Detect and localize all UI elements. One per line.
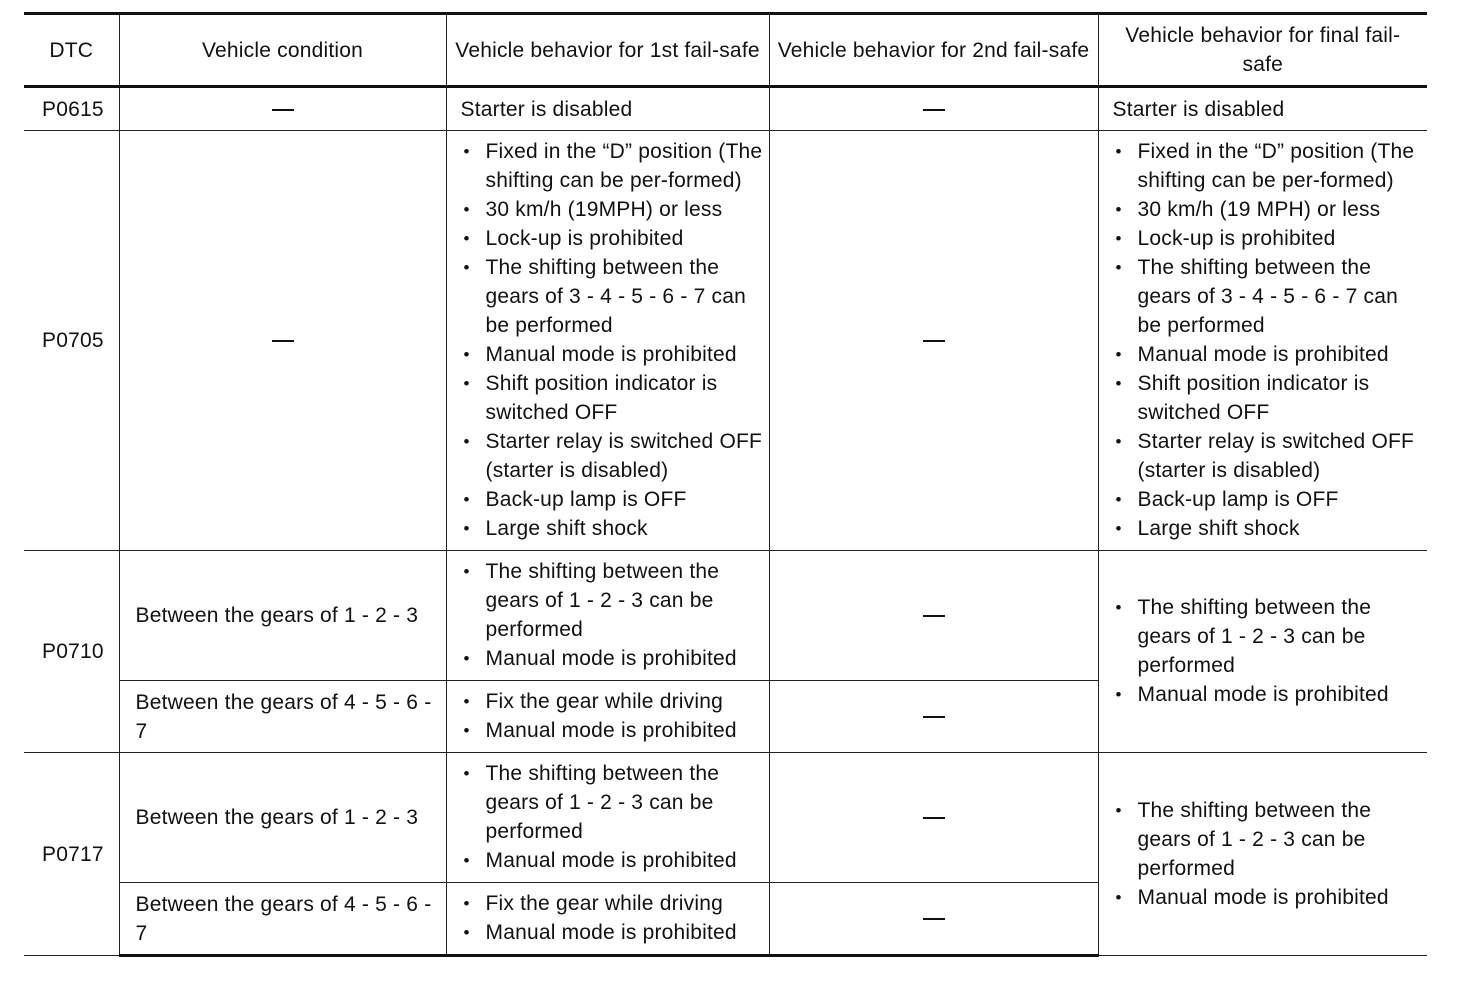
first-behavior-cell <box>446 753 769 883</box>
list-item: • Starter relay is switched OFF (starter is disabled) <box>461 427 763 485</box>
condition-cell: Between the gears of 4 - 5 - 6 - 7 <box>119 681 446 753</box>
list-item: • Back-up lamp is OFF <box>461 485 763 514</box>
behavior-list <box>461 557 763 673</box>
list-item: • Manual mode is prohibited <box>1113 680 1422 709</box>
list-item: • 30 km/h (19 MPH) or less <box>1113 195 1422 224</box>
behavior-list <box>461 889 763 947</box>
header-final-fail-safe: Vehicle behavior for final fail-safe <box>1098 14 1427 87</box>
second-behavior-cell <box>769 131 1098 551</box>
header-row <box>24 14 1427 87</box>
first-behavior-cell <box>446 131 769 551</box>
second-behavior-cell <box>769 753 1098 883</box>
final-behavior-cell <box>1098 551 1427 753</box>
list-item: • The shifting between the gears of 1 - 2 - 3 can be performed <box>1113 593 1422 680</box>
first-behavior-cell <box>446 883 769 956</box>
condition-cell <box>119 131 446 551</box>
second-behavior-cell <box>769 883 1098 956</box>
dash <box>923 340 945 342</box>
list-item: • The shifting between the gears of 1 - 2 - 3 can be performed <box>461 759 763 846</box>
fail-safe-table-container <box>24 12 1427 957</box>
header-1st-fail-safe: Vehicle behavior for 1st fail-safe <box>446 14 769 87</box>
list-item: • Fix the gear while driving <box>461 889 763 918</box>
behavior-list <box>461 687 763 745</box>
dtc-code: P0705 <box>24 131 119 551</box>
table-row-p0717-a <box>24 753 1427 883</box>
list-item: • Fixed in the “D” position (The shifting can be per-formed) <box>1113 137 1422 195</box>
dash <box>923 615 945 617</box>
table-row-p0705 <box>24 131 1427 551</box>
dash <box>923 109 945 111</box>
list-item: • Lock-up is prohibited <box>461 224 763 253</box>
condition-cell: Between the gears of 1 - 2 - 3 <box>119 753 446 883</box>
final-behavior-cell <box>1098 131 1427 551</box>
list-item: • Lock-up is prohibited <box>1113 224 1422 253</box>
second-behavior-cell <box>769 87 1098 131</box>
list-item: • Large shift shock <box>461 514 763 543</box>
final-behavior-cell <box>1098 753 1427 956</box>
final-behavior-cell: Starter is disabled <box>1098 87 1427 131</box>
list-item: • Fix the gear while driving <box>461 687 763 716</box>
first-behavior-cell: Starter is disabled <box>446 87 769 131</box>
dtc-code: P0717 <box>24 753 119 956</box>
list-item: • Manual mode is prohibited <box>461 846 763 875</box>
behavior-list <box>461 137 763 543</box>
list-item: • Back-up lamp is OFF <box>1113 485 1422 514</box>
dash <box>923 716 945 718</box>
first-behavior-cell <box>446 551 769 681</box>
list-item: • Manual mode is prohibited <box>1113 340 1422 369</box>
behavior-list <box>1113 137 1422 543</box>
list-item: • The shifting between the gears of 3 - 4 - 5 - 6 - 7 can be performed <box>1113 253 1422 340</box>
list-item: • The shifting between the gears of 3 - 4 - 5 - 6 - 7 can be performed <box>461 253 763 340</box>
second-behavior-cell <box>769 551 1098 681</box>
header-vehicle-condition: Vehicle condition <box>119 14 446 87</box>
list-item: • Manual mode is prohibited <box>461 644 763 673</box>
header-dtc: DTC <box>24 14 119 87</box>
header-2nd-fail-safe: Vehicle behavior for 2nd fail-safe <box>769 14 1098 87</box>
list-item: • Shift position indicator is switched OFF <box>461 369 763 427</box>
list-item: • Manual mode is prohibited <box>1113 883 1422 912</box>
condition-cell: Between the gears of 1 - 2 - 3 <box>119 551 446 681</box>
behavior-list <box>1113 593 1422 709</box>
condition-cell: Between the gears of 4 - 5 - 6 - 7 <box>119 883 446 956</box>
list-item: • Fixed in the “D” position (The shifting can be per-formed) <box>461 137 763 195</box>
list-item: • The shifting between the gears of 1 - 2 - 3 can be performed <box>461 557 763 644</box>
list-item: • The shifting between the gears of 1 - 2 - 3 can be performed <box>1113 796 1422 883</box>
fail-safe-table <box>24 12 1427 957</box>
list-item: • Large shift shock <box>1113 514 1422 543</box>
first-behavior-cell <box>446 681 769 753</box>
dtc-code: P0710 <box>24 551 119 753</box>
list-item: • Shift position indicator is switched OFF <box>1113 369 1422 427</box>
dash <box>923 918 945 920</box>
table-row-p0615 <box>24 87 1427 131</box>
dtc-code: P0615 <box>24 87 119 131</box>
condition-cell <box>119 87 446 131</box>
second-behavior-cell <box>769 681 1098 753</box>
behavior-list <box>1113 796 1422 912</box>
list-item: • Manual mode is prohibited <box>461 918 763 947</box>
behavior-list <box>461 759 763 875</box>
dash <box>923 817 945 819</box>
list-item: • Starter relay is switched OFF (starter is disabled) <box>1113 427 1422 485</box>
dash <box>272 109 294 111</box>
list-item: • 30 km/h (19MPH) or less <box>461 195 763 224</box>
list-item: • Manual mode is prohibited <box>461 716 763 745</box>
table-row-p0710-a <box>24 551 1427 681</box>
list-item: • Manual mode is prohibited <box>461 340 763 369</box>
dash <box>272 340 294 342</box>
